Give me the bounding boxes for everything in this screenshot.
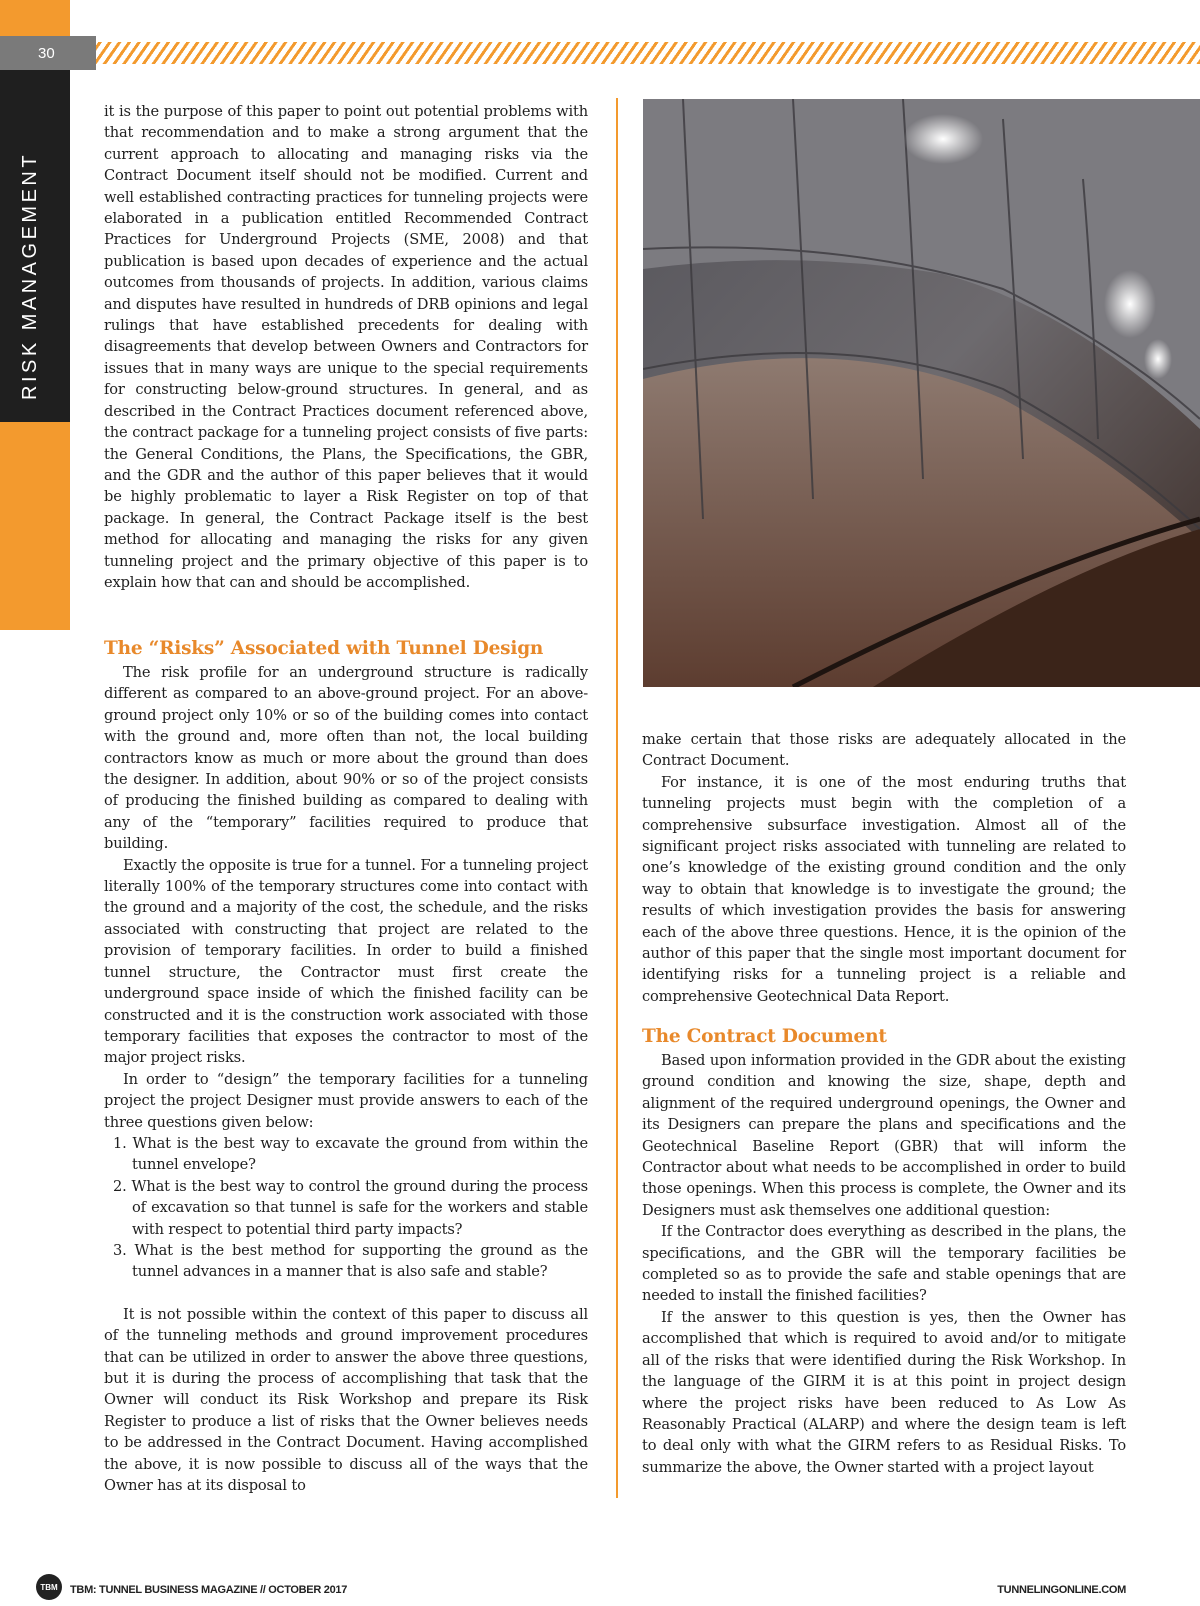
paragraph: It is not possible within the context of this paper to discuss all of the tunneling methods and ground improvement procedures that can be utilized in order to answer the above three questions, but it is during the process of accomplishing that task that the Owner will conduct its Risk Workshop and prepare its Risk Register to produce a list of risks that the Owner believes needs to be addressed in the Contract Document. Having accomplished the above, it is now possible to discuss all of the ways that the Owner has at its disposal to — [104, 1305, 588, 1495]
paragraph: If the answer to this question is yes, then the Owner has accomplished that which is required to avoid and/or to mitigate all of the risks that were identified during the Risk Workshop. In the language of the GIRM it is at this point in project design where the project risks have been reduced to As Low As Reasonably Practical (ALARP) and where the design team is left to deal only with what the GIRM refers to as Residual Risks. To summarize the above, the Owner started with a project layout — [642, 1308, 1126, 1476]
page-number: 30 — [0, 36, 96, 70]
tunnel-interior-photo — [643, 99, 1200, 687]
paragraph: If the Contractor does everything as described in the plans, the specifications, and the GBR will the temporary facilities be completed so as to provide the safe and stable openings that are needed to install the finished facilities? — [642, 1223, 1126, 1305]
right-column — [642, 729, 1126, 1007]
list-item: 2. What is the best way to control the ground during the process of excavation so that tunnel is safe for the workers and stable with respect to potential third party impacts? — [113, 1177, 588, 1238]
heading-contract-document: The Contract Document — [642, 1026, 887, 1047]
paragraph: In order to “design” the temporary facilities for a tunneling project the project Designer must provide answers to each of the three questions given below: — [104, 1070, 588, 1131]
paragraph: make certain that those risks are adequately allocated in the Contract Document. — [642, 731, 1126, 770]
intro-paragraph: it is the purpose of this paper to point out potential problems with that recommendation and to make a strong argument that the current approach to allocating and managing risks via the Contract Document itself should not be modified. Current and well established contracting practices for tunneling projects were elaborated in a publication entitled Recommended Contract Practices for Underground Projects (SME, 2008) and that publication is based upon decades of experience and the actual outcomes from thousands of projects. In addition, various claims and disputes have resulted in hundreds of DRB opinions and legal rulings that have established precedents for dealing with disagreements that develop between Owners and Contractors for issues that in many ways are unique to the special requirements for constructing below-ground structures. In general, and as described in the Contract Practices document referenced above, the contract package for a tunneling project consists of five parts: the General Conditions, the Plans, the Specifications, the GBR, and the GDR and the author of this paper believes that it would be highly problematic to layer a Risk Register on top of that package. In general, the Contract Package itself is the best method for allocating and managing the risks for any given tunneling project and the primary objective of this paper is to explain how that can and should be accomplished. — [104, 103, 588, 591]
side-bar-orange — [0, 422, 70, 630]
section-label: RISK MANAGEMENT — [19, 151, 41, 400]
right-column-section — [642, 1050, 1126, 1478]
column-divider — [616, 98, 618, 1498]
top-orange-block — [0, 0, 70, 36]
left-column-section — [104, 662, 588, 1496]
list-item: 3. What is the best method for supporting the ground as the tunnel advances in a manner that is also safe and stable? — [113, 1241, 588, 1281]
footer-site: TUNNELINGONLINE.COM — [997, 1584, 1126, 1596]
paragraph: Exactly the opposite is true for a tunnel. For a tunneling project literally 100% of the temporary structures come into contact with the ground and a majority of the cost, the schedule, and the risks associated with constructing that project are related to the provision of temporary facilities. In order to build a finished tunnel structure, the Contractor must first create the underground space inside of which the finished facility can be constructed and it is the construction work associated with those temporary facilities that exposes the contractor to most of the major project risks. — [104, 856, 588, 1067]
questions-list — [104, 1133, 588, 1283]
hatch-rule — [96, 42, 1200, 64]
tbm-logo: TBM — [36, 1574, 62, 1600]
paragraph: Based upon information provided in the GDR about the existing ground condition and knowing the size, shape, depth and alignment of the required underground openings, the Owner and its Designers can prepare the plans and specifications and the Geotechnical Baseline Report (GBR) that will inform the Contractor about what needs to be accomplished in order to build those openings. When this process is complete, the Owner and its Designers must ask themselves one additional question: — [642, 1052, 1126, 1219]
left-column — [104, 101, 588, 593]
paragraph: For instance, it is one of the most enduring truths that tunneling projects must begin with the completion of a comprehensive subsurface investigation. Almost all of the significant project risks associated with tunneling are related to one’s knowledge of the existing ground condition and the only way to obtain that knowledge is to investigate the ground; the results of which investigation provides the basis for answering each of the above three questions. Hence, it is the opinion of the author of this paper that the single most important document for identifying risks for a tunneling project is a reliable and comprehensive Geotechnical Data Report. — [642, 773, 1126, 1005]
footer-magazine: TBM: TUNNEL BUSINESS MAGAZINE // OCTOBER 2017 — [70, 1584, 348, 1596]
heading-risks-tunnel-design: The “Risks” Associated with Tunnel Design — [104, 638, 544, 659]
paragraph: The risk profile for an underground structure is radically different as compared to an above-ground project. For an above-ground project only 10% or so of the building comes into contact with the ground and, more often than not, the local building contractors know as much or more about the ground than does the designer. In addition, about 90% or so of the project consists of producing the finished building as compared to dealing with any of the “temporary” facilities required to produce that building. — [104, 664, 588, 853]
list-item: 1. What is the best way to excavate the ground from within the tunnel envelope? — [113, 1134, 588, 1174]
